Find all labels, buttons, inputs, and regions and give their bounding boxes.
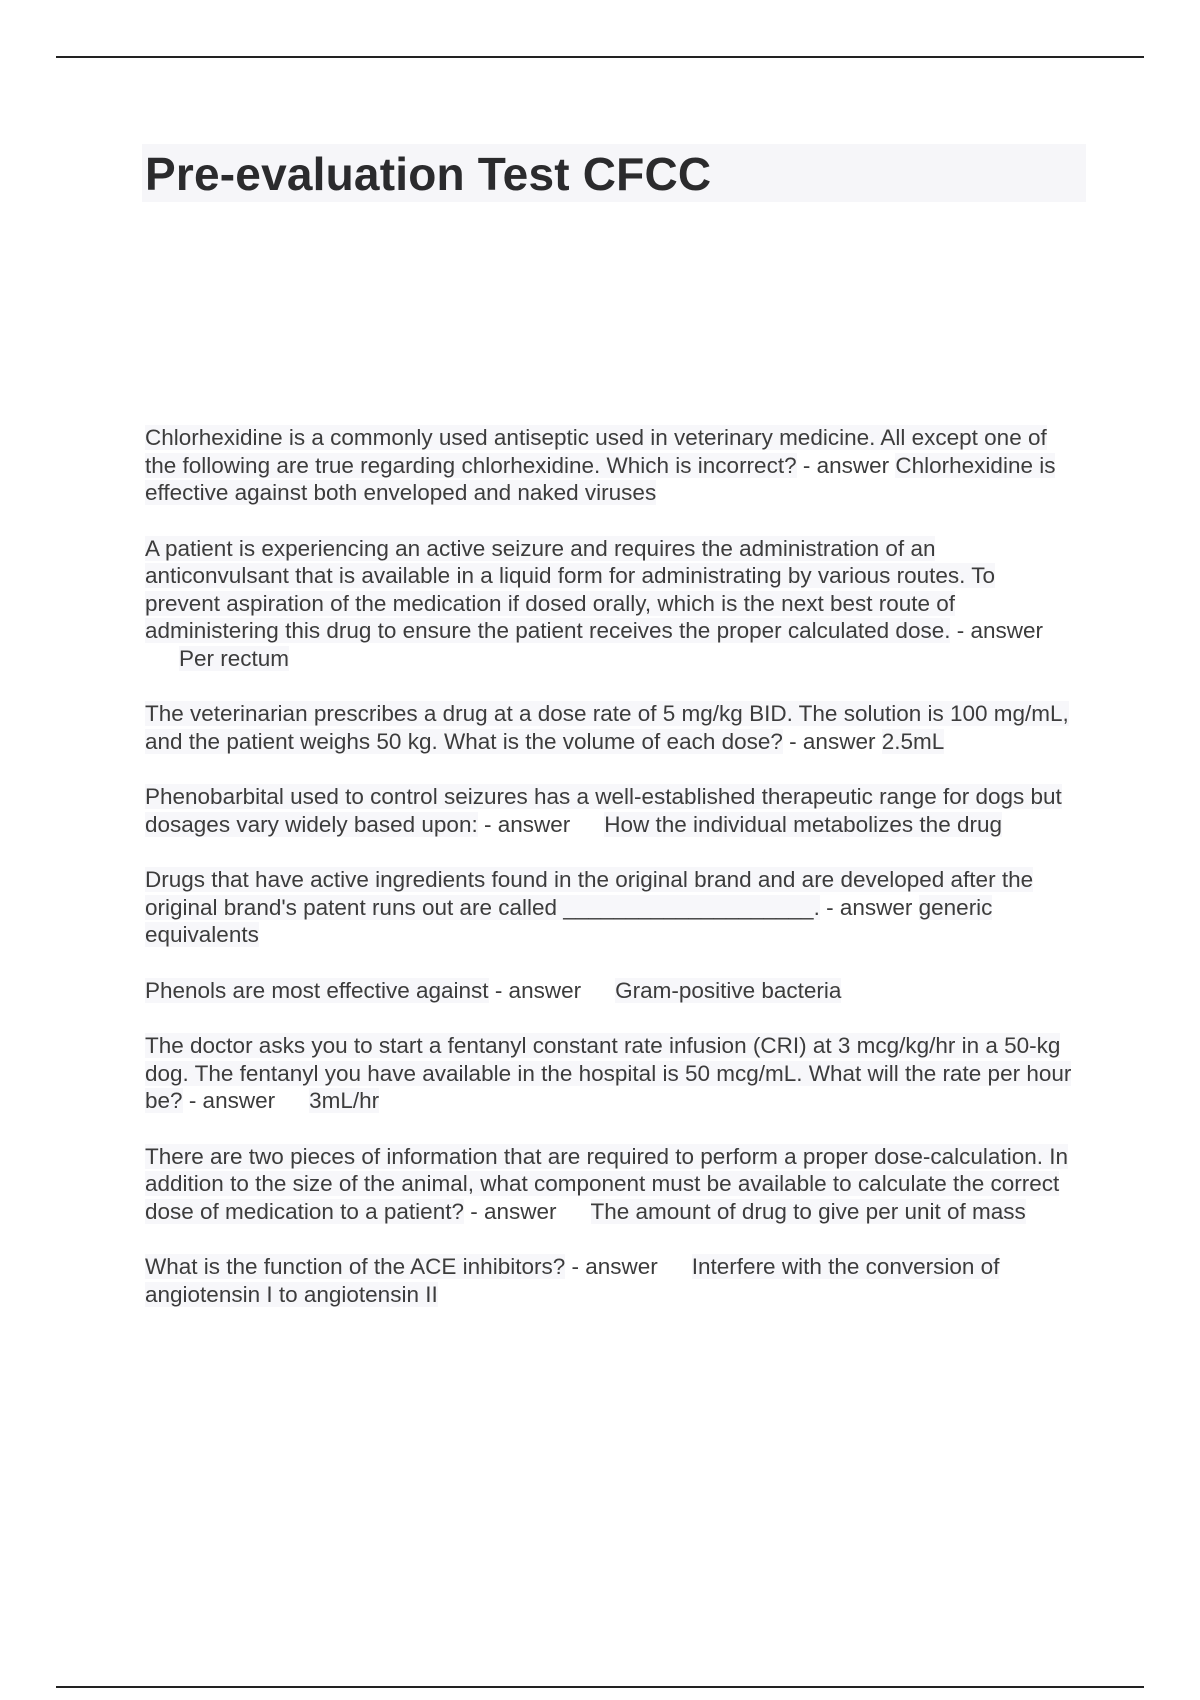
answer-text: Gram-positive bacteria	[615, 977, 842, 1003]
answer-text: Chlorhexidine is effective against both enveloped and naked viruses	[145, 452, 1056, 505]
qa-item	[145, 783, 1075, 838]
answer-separator: - answer	[802, 452, 890, 478]
answer-separator: - answer	[956, 618, 1044, 643]
answer-text: Interfere with the conversion of angiotensin I to angiotensin II	[145, 1254, 1000, 1307]
question-text: The doctor asks you to start a fentanyl constant rate infusion (CRI) at 3 mcg/kg/hr in a 50-kg dog. The fentanyl you have available in the hospital is 50 mcg/mL. What will the rate per hour be?	[145, 1033, 1072, 1113]
answer-separator: - answer	[188, 1088, 276, 1113]
question-text: Chlorhexidine is a commonly used antiseptic used in veterinary medicine. All except one of the following are true regarding chlorhexidine. Which is incorrect?	[145, 425, 1047, 478]
qa-item	[145, 1253, 1075, 1308]
answer-separator: - answer	[826, 894, 913, 920]
qa-item	[145, 977, 1075, 1005]
answer-separator: - answer	[483, 811, 571, 837]
answer-separator: - answer	[470, 1198, 557, 1224]
answer-text: generic equivalents	[145, 894, 993, 947]
question-text: What is the function of the ACE inhibitors?	[145, 1254, 566, 1279]
answer-text: 2.5mL	[881, 728, 945, 754]
question-text: A patient is experiencing an active seizure and requires the administration of an anticonvulsant that is available in a liquid form for administrating by various routes. To prevent aspiration of the medication if dosed orally, which is the next best route of administering this drug to ensure the patient receives the proper calculated dose.	[145, 535, 996, 643]
answer-text: The amount of drug to give per unit of mass	[590, 1198, 1026, 1224]
answer-text: 3mL/hr	[309, 1088, 380, 1113]
question-text: Phenobarbital used to control seizures has a well-established therapeutic range for dogs but dosages vary widely based upon:	[145, 784, 1062, 837]
footer-rule	[56, 1686, 1144, 1688]
answer-text: How the individual metabolizes the drug	[604, 811, 1002, 837]
question-text: Drugs that have active ingredients found in the original brand and are developed after the original brand's patent runs out are called ____________________.	[145, 867, 1034, 920]
answer-text: Per rectum	[179, 645, 290, 671]
qa-item	[145, 535, 1075, 673]
qa-item	[145, 1032, 1075, 1115]
answer-separator: - answer	[789, 728, 876, 754]
qa-item	[145, 1143, 1075, 1226]
question-text: There are two pieces of information that are required to perform a proper dose-calculation. In addition to the size of the animal, what component must be available to calculate the correct dose of medication to a patient?	[145, 1143, 1068, 1224]
qa-item	[145, 700, 1075, 755]
qa-item	[145, 866, 1075, 949]
question-text: The veterinarian prescribes a drug at a dose rate of 5 mg/kg BID. The solution is 100 mg/mL, and the patient weighs 50 kg. What is the volume of each dose?	[145, 701, 1069, 754]
question-list	[145, 424, 1075, 1336]
page-title: Pre-evaluation Test CFCC	[145, 148, 712, 200]
question-text: Phenols are most effective against	[145, 977, 489, 1003]
answer-separator: - answer	[494, 977, 582, 1003]
header-rule	[56, 56, 1144, 58]
answer-separator: - answer	[571, 1254, 658, 1279]
qa-item	[145, 424, 1075, 507]
